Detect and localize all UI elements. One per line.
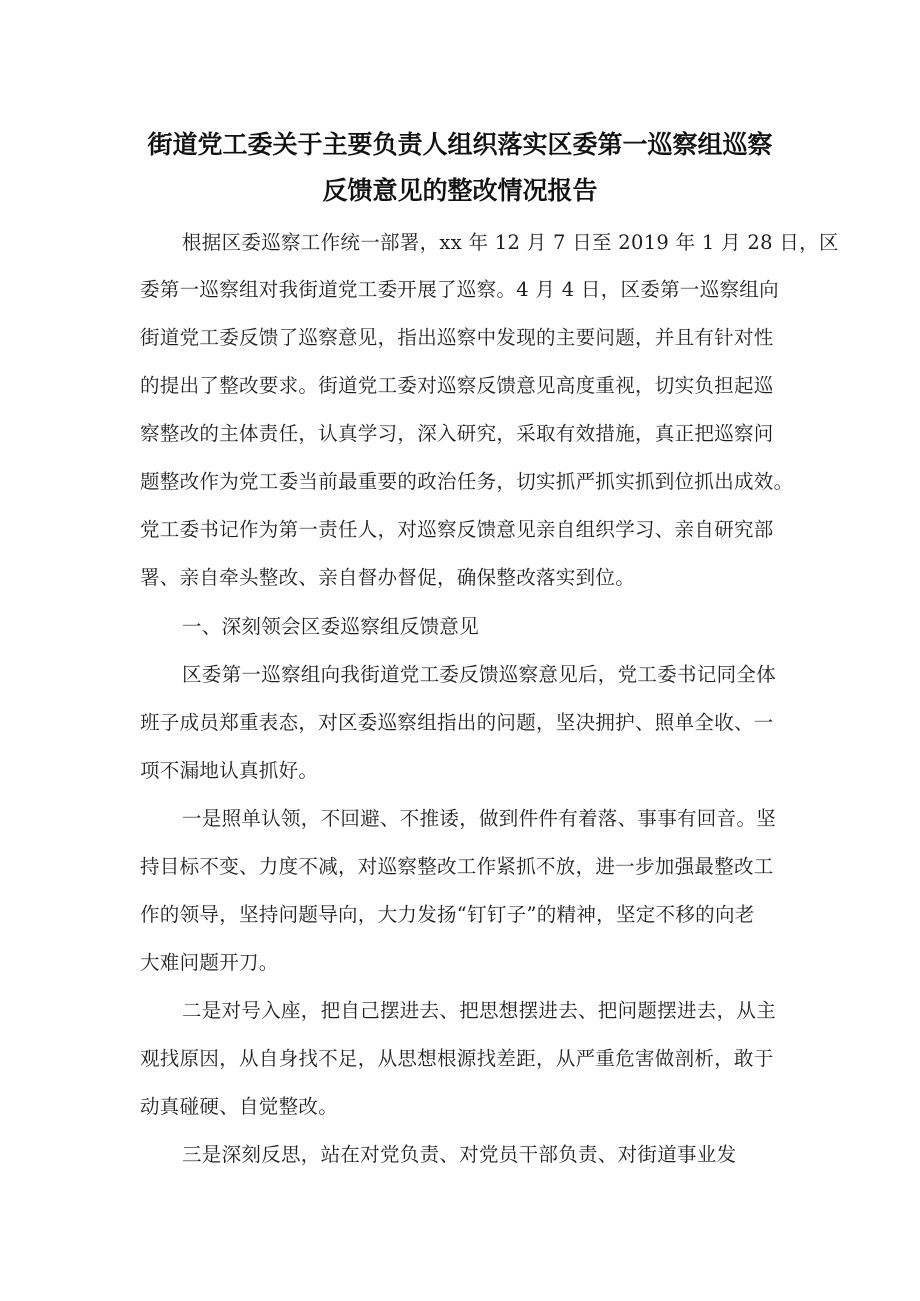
document-title-line-2: 反馈意见的整改情况报告 <box>322 176 598 205</box>
paragraph-line: 班子成员郑重表态，对区委巡察组指出的问题，坚决拥护、照单全收、一 <box>140 711 774 734</box>
paragraph-line: 的提出了整改要求。街道党工委对巡察反馈意见高度重视，切实负担起巡 <box>140 374 774 397</box>
paragraph-line: 二是对号入座，把自己摆进去、把思想摆进去、把问题摆进去，从主 <box>182 999 777 1022</box>
paragraph-line: 大难问题开刀。 <box>140 951 279 974</box>
paragraph-line: 区委第一巡察组向我街道党工委反馈巡察意见后，党工委书记同全体 <box>182 663 777 686</box>
paragraph-line: 题整改作为党工委当前最重要的政治任务，切实抓严抓实抓到位抓出成效。 <box>140 470 794 493</box>
paragraph-line: 作的领导，坚持问题导向，大力发扬“钉钉子”的精神，坚定不移的向老 <box>140 903 755 926</box>
paragraph-line: 项不漏地认真抓好。 <box>140 759 319 782</box>
paragraph-line: 根据区委巡察工作统一部署，xx 年 12 月 7 日至 2019 年 1 月 28 日，区 <box>182 231 839 254</box>
document-title-line-1: 街道党工委关于主要负责人组织落实区委第一巡察组巡察 <box>147 130 773 159</box>
paragraph-line: 持目标不变、力度不减，对巡察整改工作紧抓不放，进一步加强最整改工 <box>140 855 774 878</box>
paragraph-line: 委第一巡察组对我街道党工委开展了巡察。4 月 4 日，区委第一巡察组向 <box>140 278 779 301</box>
paragraph-line: 三是深刻反思，站在对党负责、对党员干部负责、对街道事业发 <box>182 1143 737 1166</box>
section-heading: 一、深刻领会区委巡察组反馈意见 <box>182 615 480 638</box>
paragraph-line: 署、亲自牵头整改、亲自督办督促，确保整改落实到位。 <box>140 566 636 589</box>
paragraph-line: 党工委书记作为第一责任人，对巡察反馈意见亲自组织学习、亲自研究部 <box>140 518 774 541</box>
paragraph-line: 察整改的主体责任，认真学习，深入研究，采取有效措施，真正把巡察问 <box>140 422 774 445</box>
paragraph-line: 一是照单认领，不回避、不推诿，做到件件有着落、事事有回音。坚 <box>182 807 777 830</box>
paragraph-line: 街道党工委反馈了巡察意见，指出巡察中发现的主要问题，并且有针对性 <box>140 326 774 349</box>
paragraph-line: 动真碰硬、自觉整改。 <box>140 1095 339 1118</box>
paragraph-line: 观找原因，从自身找不足，从思想根源找差距，从严重危害做剖析，敢于 <box>140 1047 774 1070</box>
